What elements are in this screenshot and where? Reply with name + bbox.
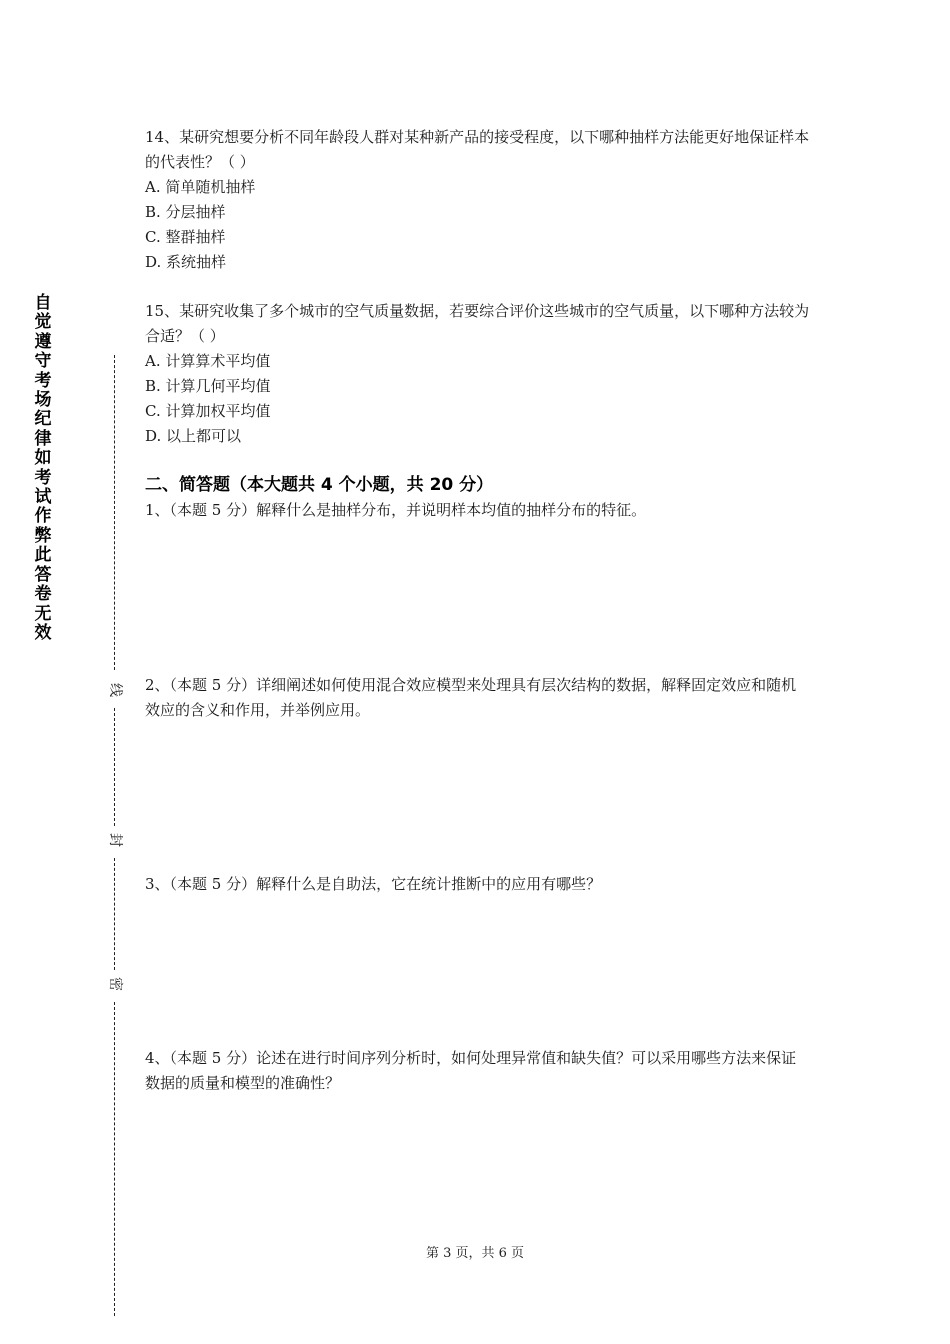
question-text: 3、（本题 5 分）解释什么是自助法，它在统计推断中的应用有哪些？ — [145, 875, 602, 893]
option-b: B. 计算几何平均值 — [145, 377, 271, 395]
binding-dash-line-2 — [114, 708, 115, 826]
question-14 — [145, 125, 810, 275]
binding-dash-line-1 — [114, 355, 115, 670]
option-d: D. 以上都可以 — [145, 427, 242, 445]
binding-label-seal: 封 — [107, 833, 123, 847]
short-answer-1 — [145, 498, 810, 523]
option-a: A. 简单随机抽样 — [145, 178, 256, 196]
question-text: 1、（本题 5 分）解释什么是抽样分布，并说明样本均值的抽样分布的特征。 — [145, 501, 647, 519]
binding-dash-line-4 — [114, 1002, 115, 1316]
question-text: 14、某研究想要分析不同年龄段人群对某种新产品的接受程度，以下哪种抽样方法能更好地保证样本的代表性？（ ） — [145, 128, 810, 171]
exam-discipline-warning: 自觉遵守考场纪律如考试作弊此答卷无效 — [34, 293, 52, 643]
option-c: C. 整群抽样 — [145, 228, 226, 246]
page-number: 第 3 页，共 6 页 — [425, 1246, 525, 1261]
section-title: 二、简答题（本大题共 4 个小题，共 20 分） — [145, 475, 494, 495]
question-15 — [145, 299, 810, 449]
binding-dash-line-3 — [114, 858, 115, 970]
option-b: B. 分层抽样 — [145, 203, 226, 221]
option-c: C. 计算加权平均值 — [145, 402, 271, 420]
short-answer-4 — [145, 1046, 810, 1096]
binding-label-line: 线 — [107, 683, 123, 697]
short-answer-3 — [145, 872, 810, 897]
option-d: D. 系统抽样 — [145, 253, 227, 271]
question-text: 4、（本题 5 分）论述在进行时间序列分析时，如何处理异常值和缺失值？可以采用哪些方法来保证数据的质量和模型的准确性？ — [145, 1049, 797, 1092]
option-a: A. 计算算术平均值 — [145, 352, 271, 370]
short-answer-2 — [145, 673, 810, 723]
question-text: 2、（本题 5 分）详细阐述如何使用混合效应模型来处理具有层次结构的数据，解释固定效应和随机效应的含义和作用，并举例应用。 — [145, 676, 797, 719]
question-text: 15、某研究收集了多个城市的空气质量数据，若要综合评价这些城市的空气质量，以下哪种方法较为合适？（ ） — [145, 302, 810, 345]
binding-label-secret: 密 — [107, 977, 123, 991]
